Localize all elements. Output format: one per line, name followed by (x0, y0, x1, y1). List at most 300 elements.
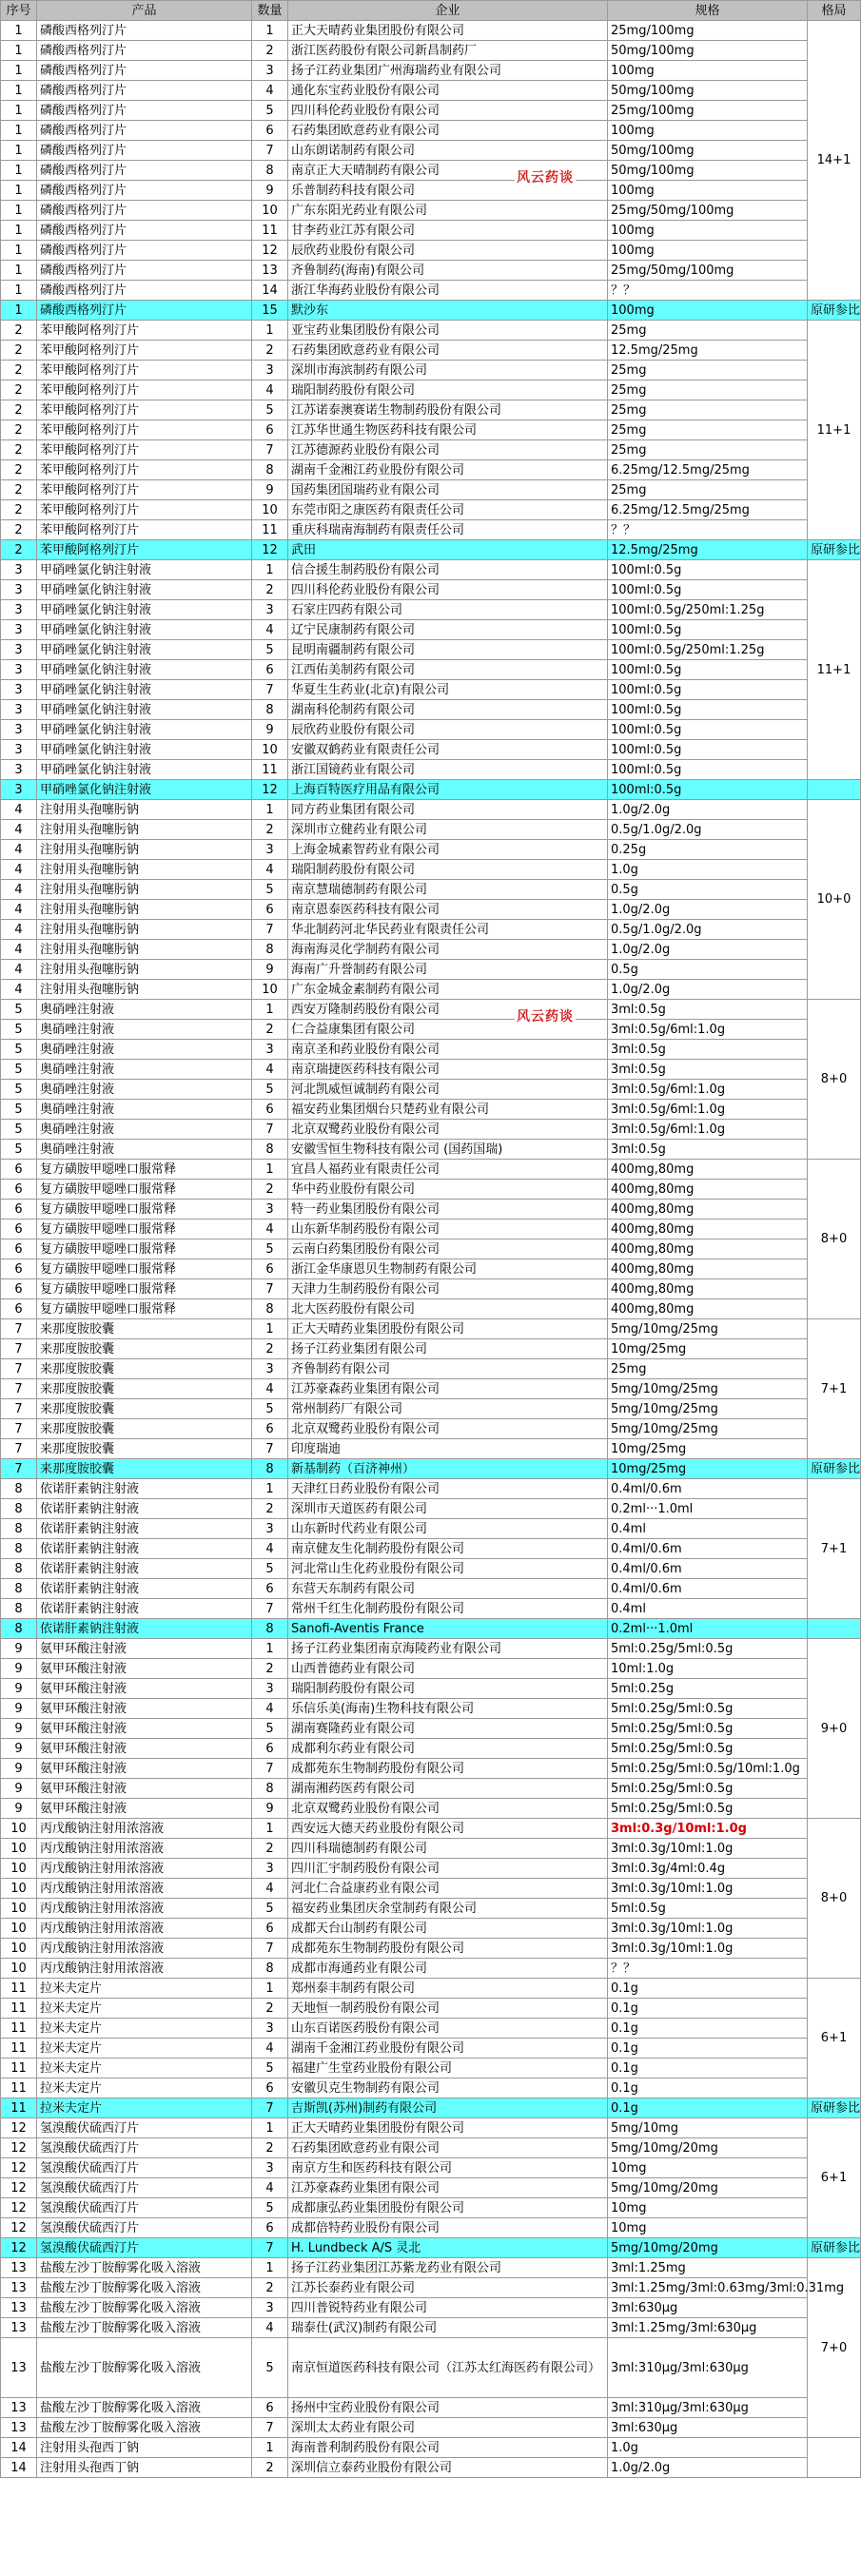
scale-cell: 7+0 (808, 2258, 861, 2438)
qty-cell: 4 (252, 381, 288, 400)
seq-cell: 6 (1, 1200, 37, 1220)
company-cell: 辰欣药业股份有限公司 (288, 720, 608, 740)
product-cell: 磷酸西格列汀片 (37, 281, 252, 301)
scale-cell: 8+0 (808, 1819, 861, 1979)
seq-cell: 5 (1, 1140, 37, 1160)
product-cell: 拉米夫定片 (37, 1979, 252, 1999)
company-cell: 北大医药股份有限公司 (288, 1299, 608, 1319)
company-cell: 北京双鹭药业股份有限公司 (288, 1120, 608, 1140)
table-row (1, 1499, 861, 1519)
qty-cell: 4 (252, 1060, 288, 1080)
product-cell: 磷酸西格列汀片 (37, 21, 252, 41)
product-cell: 氨甲环酸注射液 (37, 1719, 252, 1739)
table-row (1, 740, 861, 760)
spec-cell: 10mg (608, 2198, 808, 2218)
table-row (1, 2438, 861, 2458)
product-cell: 磷酸西格列汀片 (37, 101, 252, 121)
spec-cell: 25mg (608, 480, 808, 500)
table-row (1, 400, 861, 420)
company-cell: 南京正大天晴制药有限公司 (288, 161, 608, 181)
spec-cell: 0.4ml/0.6m (608, 1539, 808, 1559)
company-cell: 江苏长泰药业有限公司 (288, 2278, 608, 2298)
company-cell: 南京恩泰医药科技有限公司 (288, 900, 608, 920)
table-row (1, 1779, 861, 1799)
company-cell: 深圳市海滨制药有限公司 (288, 361, 608, 381)
spec-cell: 50mg/100mg (608, 161, 808, 181)
scale-cell: 11+1 (808, 560, 861, 780)
seq-cell: 2 (1, 341, 37, 361)
spec-cell: 100ml:0.5g (608, 680, 808, 700)
product-cell: 奥硝唑注射液 (37, 1020, 252, 1040)
company-cell: 信合援生制药股份有限公司 (288, 560, 608, 580)
spec-cell: 5ml:0.25g/5ml:0.5g (608, 1779, 808, 1799)
seq-cell: 1 (1, 121, 37, 141)
seq-cell: 6 (1, 1279, 37, 1299)
qty-cell: 6 (252, 1739, 288, 1759)
seq-cell: 1 (1, 241, 37, 261)
qty-cell: 6 (252, 660, 288, 680)
seq-cell: 4 (1, 820, 37, 840)
spec-cell: 100mg (608, 221, 808, 241)
company-cell: 成都利尔药业有限公司 (288, 1739, 608, 1759)
product-cell: 来那度胺胶囊 (37, 1399, 252, 1419)
seq-cell: 2 (1, 460, 37, 480)
qty-cell: 5 (252, 1239, 288, 1259)
table-row (1, 880, 861, 900)
company-cell: 天津力生制药股份有限公司 (288, 1279, 608, 1299)
table-row (1, 1020, 861, 1040)
product-cell: 甲硝唑氯化钠注射液 (37, 680, 252, 700)
company-cell: 正大天晴药业集团股份有限公司 (288, 1319, 608, 1339)
qty-cell: 12 (252, 241, 288, 261)
spec-cell: 1.0g (608, 860, 808, 880)
product-cell: 氢溴酸伏硫西汀片 (37, 2138, 252, 2158)
table-row (1, 2019, 861, 2039)
table-row (1, 101, 861, 121)
product-cell: 氨甲环酸注射液 (37, 1679, 252, 1699)
table-row (1, 2338, 861, 2398)
company-cell: 深圳太太药业有限公司 (288, 2418, 608, 2438)
table-row (1, 1739, 861, 1759)
company-cell: 瑞阳制药股份有限公司 (288, 1679, 608, 1699)
spec-cell: 100ml:0.5g (608, 760, 808, 780)
qty-cell: 1 (252, 1479, 288, 1499)
company-cell: 扬子江药业集团南京海陵药业有限公司 (288, 1639, 608, 1659)
product-cell: 丙戊酸钠注射用浓溶液 (37, 1939, 252, 1959)
spec-cell: 100mg (608, 121, 808, 141)
qty-cell: 7 (252, 2238, 288, 2258)
seq-cell: 13 (1, 2338, 37, 2398)
product-cell: 丙戊酸钠注射用浓溶液 (37, 1839, 252, 1859)
spec-cell: 25mg/100mg (608, 101, 808, 121)
qty-cell: 11 (252, 221, 288, 241)
product-cell: 拉米夫定片 (37, 2019, 252, 2039)
table-row (1, 1639, 861, 1659)
product-cell: 注射用头孢西丁钠 (37, 2458, 252, 2478)
spec-cell: 400mg,80mg (608, 1180, 808, 1200)
product-cell: 苯甲酸阿格列汀片 (37, 540, 252, 560)
company-cell: 湖南千金湘江药业股份有限公司 (288, 460, 608, 480)
qty-cell: 1 (252, 2118, 288, 2138)
company-cell: 南京健友生化制药股份有限公司 (288, 1539, 608, 1559)
table-row (1, 21, 861, 41)
seq-cell: 1 (1, 221, 37, 241)
qty-cell: 5 (252, 400, 288, 420)
qty-cell: 1 (252, 21, 288, 41)
product-cell: 复方磺胺甲噁唑口服常释 (37, 1239, 252, 1259)
spec-cell: 3ml:1.25mg/3ml:0.63mg/3ml:0.31mg (608, 2278, 808, 2298)
company-cell: 北京双鹭药业股份有限公司 (288, 1799, 608, 1819)
table-row (1, 1060, 861, 1080)
spec-cell: 5ml:0.25g/5ml:0.5g (608, 1799, 808, 1819)
seq-cell: 4 (1, 940, 37, 960)
qty-cell: 2 (252, 580, 288, 600)
seq-cell: 3 (1, 780, 37, 800)
header-spec: 规格 (608, 1, 808, 21)
scale-cell (808, 2438, 861, 2478)
spec-cell: 100ml:0.5g (608, 720, 808, 740)
reference-row (1, 2238, 861, 2258)
company-cell: 正大天晴药业集团股份有限公司 (288, 2118, 608, 2138)
spec-cell: 25mg/50mg/100mg (608, 261, 808, 281)
spec-cell: 3ml:0.5g/6ml:1.0g (608, 1120, 808, 1140)
table-row (1, 1319, 861, 1339)
seq-cell: 8 (1, 1559, 37, 1579)
table-row (1, 2158, 861, 2178)
qty-cell: 4 (252, 81, 288, 101)
table-row (1, 281, 861, 301)
seq-cell: 7 (1, 1379, 37, 1399)
qty-cell: 4 (252, 2039, 288, 2059)
spec-cell: 100mg (608, 61, 808, 81)
product-cell: 磷酸西格列汀片 (37, 81, 252, 101)
product-cell: 依诺肝素钠注射液 (37, 1499, 252, 1519)
company-cell: 郑州泰丰制药有限公司 (288, 1979, 608, 1999)
qty-cell: 3 (252, 2298, 288, 2318)
seq-cell: 10 (1, 1859, 37, 1879)
spec-cell: 5mg/10mg/25mg (608, 1379, 808, 1399)
product-cell: 拉米夫定片 (37, 2078, 252, 2098)
seq-cell: 10 (1, 1939, 37, 1959)
spec-cell: 5ml:0.25g/5ml:0.5g (608, 1739, 808, 1759)
qty-cell: 8 (252, 1619, 288, 1639)
company-cell: 东营天东制药有限公司 (288, 1579, 608, 1599)
spec-cell: 5ml:0.25g/5ml:0.5g (608, 1719, 808, 1739)
company-cell: 北京双鹭药业股份有限公司 (288, 1419, 608, 1439)
seq-cell: 13 (1, 2278, 37, 2298)
table-row (1, 1239, 861, 1259)
qty-cell: 6 (252, 121, 288, 141)
scale-cell: 8+0 (808, 1160, 861, 1319)
product-cell: 甲硝唑氯化钠注射液 (37, 760, 252, 780)
qty-cell: 1 (252, 1000, 288, 1020)
company-cell: 东莞市阳之康医药有限责任公司 (288, 500, 608, 520)
spec-cell: ？？ (608, 1959, 808, 1979)
company-cell: 齐鲁制药有限公司 (288, 1359, 608, 1379)
table-row (1, 1479, 861, 1499)
product-cell: 甲硝唑氯化钠注射液 (37, 740, 252, 760)
seq-cell: 4 (1, 960, 37, 980)
seq-cell: 8 (1, 1619, 37, 1639)
spec-cell: 0.4ml (608, 1519, 808, 1539)
product-cell: 注射用头孢噻肟钠 (37, 940, 252, 960)
product-cell: 丙戊酸钠注射用浓溶液 (37, 1859, 252, 1879)
company-cell: 江苏豪森药业集团有限公司 (288, 1379, 608, 1399)
spec-cell: 1.0g/2.0g (608, 2458, 808, 2478)
qty-cell: 1 (252, 2258, 288, 2278)
table-row (1, 460, 861, 480)
qty-cell: 4 (252, 620, 288, 640)
table-row (1, 1419, 861, 1439)
spec-cell: 0.4ml (608, 1599, 808, 1619)
table-row (1, 800, 861, 820)
seq-cell: 2 (1, 480, 37, 500)
table-row (1, 760, 861, 780)
seq-cell: 14 (1, 2438, 37, 2458)
seq-cell: 10 (1, 1919, 37, 1939)
qty-cell: 6 (252, 2218, 288, 2238)
spec-cell: 1.0g/2.0g (608, 980, 808, 1000)
product-cell: 苯甲酸阿格列汀片 (37, 520, 252, 540)
seq-cell: 4 (1, 880, 37, 900)
spec-cell: 3ml:0.3g/10ml:1.0g (608, 1879, 808, 1899)
company-cell: 扬子江药业集团广州海瑞药业有限公司 (288, 61, 608, 81)
product-cell: 氢溴酸伏硫西汀片 (37, 2158, 252, 2178)
note-cell: 原研参比 (808, 2238, 861, 2258)
qty-cell: 8 (252, 940, 288, 960)
table-row (1, 2198, 861, 2218)
spec-cell: 3ml:0.5g (608, 1140, 808, 1160)
company-cell: 山西普德药业有限公司 (288, 1659, 608, 1679)
product-cell: 盐酸左沙丁胺醇雾化吸入溶液 (37, 2298, 252, 2318)
company-cell: 华夏生生药业(北京)有限公司 (288, 680, 608, 700)
seq-cell: 2 (1, 321, 37, 341)
table-row (1, 1879, 861, 1899)
qty-cell: 4 (252, 2178, 288, 2198)
product-cell: 盐酸左沙丁胺醇雾化吸入溶液 (37, 2258, 252, 2278)
product-cell: 甲硝唑氯化钠注射液 (37, 780, 252, 800)
company-cell: 成都天台山制药有限公司 (288, 1919, 608, 1939)
seq-cell: 1 (1, 301, 37, 321)
table-body (1, 21, 861, 2478)
spec-cell: 100ml:0.5g (608, 700, 808, 720)
company-cell: 吉斯凯(苏州)制药有限公司 (288, 2098, 608, 2118)
table-row (1, 2078, 861, 2098)
table-row (1, 700, 861, 720)
qty-cell: 1 (252, 1160, 288, 1180)
product-cell: 奥硝唑注射液 (37, 1080, 252, 1100)
company-cell: 上海金城素智药业有限公司 (288, 840, 608, 860)
seq-cell: 4 (1, 860, 37, 880)
qty-cell: 1 (252, 560, 288, 580)
table-row (1, 420, 861, 440)
company-cell: 国药集团国瑞药业有限公司 (288, 480, 608, 500)
qty-cell: 6 (252, 1919, 288, 1939)
qty-cell: 2 (252, 1020, 288, 1040)
qty-cell: 3 (252, 1679, 288, 1699)
company-cell: 印度瑞迪 (288, 1439, 608, 1459)
qty-cell: 8 (252, 1140, 288, 1160)
qty-cell: 7 (252, 1279, 288, 1299)
table-row (1, 860, 861, 880)
reference-row (1, 1459, 861, 1479)
qty-cell: 5 (252, 1080, 288, 1100)
spec-cell: 10mg/25mg (608, 1459, 808, 1479)
spec-cell: 3ml:0.3g/10ml:1.0g (608, 1939, 808, 1959)
spec-cell: 10mg/25mg (608, 1339, 808, 1359)
product-cell: 氢溴酸伏硫西汀片 (37, 2118, 252, 2138)
seq-cell: 9 (1, 1699, 37, 1719)
table-row (1, 1140, 861, 1160)
seq-cell: 8 (1, 1599, 37, 1619)
product-cell: 丙戊酸钠注射用浓溶液 (37, 1879, 252, 1899)
seq-cell: 8 (1, 1479, 37, 1499)
qty-cell: 4 (252, 1879, 288, 1899)
product-cell: 氢溴酸伏硫西汀片 (37, 2178, 252, 2198)
header-company: 企业 (288, 1, 608, 21)
company-cell: 河北常山生化药业股份有限公司 (288, 1559, 608, 1579)
company-cell: 瑞阳制药股份有限公司 (288, 860, 608, 880)
qty-cell: 2 (252, 1499, 288, 1519)
product-cell: 苯甲酸阿格列汀片 (37, 460, 252, 480)
product-cell: 氨甲环酸注射液 (37, 1779, 252, 1799)
header-product: 产品 (37, 1, 252, 21)
qty-cell: 13 (252, 261, 288, 281)
product-cell: 盐酸左沙丁胺醇雾化吸入溶液 (37, 2338, 252, 2398)
company-cell: 石药集团欧意药业有限公司 (288, 2138, 608, 2158)
seq-cell: 4 (1, 840, 37, 860)
seq-cell: 11 (1, 2019, 37, 2039)
company-cell: 石药集团欧意药业有限公司 (288, 121, 608, 141)
product-cell: 来那度胺胶囊 (37, 1339, 252, 1359)
table-row (1, 1180, 861, 1200)
company-cell: 西安远大德天药业股份有限公司 (288, 1819, 608, 1839)
seq-cell: 1 (1, 261, 37, 281)
spec-cell: 400mg,80mg (608, 1220, 808, 1239)
spec-cell: 400mg,80mg (608, 1239, 808, 1259)
table-row (1, 201, 861, 221)
qty-cell: 5 (252, 2198, 288, 2218)
spec-cell: 1.0g/2.0g (608, 940, 808, 960)
spec-cell: 25mg/100mg (608, 21, 808, 41)
spec-cell: 1.0g/2.0g (608, 800, 808, 820)
spec-cell: 3ml:310μg/3ml:630μg (608, 2338, 808, 2398)
watermark-text: 风云药谈 (515, 1006, 576, 1025)
product-cell: 注射用头孢西丁钠 (37, 2438, 252, 2458)
qty-cell: 10 (252, 201, 288, 221)
spec-cell: 5mg/10mg/20mg (608, 2138, 808, 2158)
spec-cell: 3ml:1.25mg/3ml:630μg (608, 2318, 808, 2338)
table-row (1, 2278, 861, 2298)
company-cell: 重庆科瑞南海制药有限责任公司 (288, 520, 608, 540)
spec-cell: 0.1g (608, 2039, 808, 2059)
company-cell: 浙江医药股份有限公司新昌制药厂 (288, 41, 608, 61)
spec-cell: 12.5mg/25mg (608, 341, 808, 361)
seq-cell: 2 (1, 520, 37, 540)
spec-cell: 0.5g (608, 960, 808, 980)
table-row (1, 1279, 861, 1299)
qty-cell: 3 (252, 2158, 288, 2178)
company-cell: 同方药业集团有限公司 (288, 800, 608, 820)
product-cell: 依诺肝素钠注射液 (37, 1579, 252, 1599)
seq-cell: 6 (1, 1259, 37, 1279)
qty-cell: 1 (252, 1319, 288, 1339)
company-cell: 默沙东 (288, 301, 608, 321)
company-cell: 海南广升誉制药有限公司 (288, 960, 608, 980)
seq-cell: 9 (1, 1799, 37, 1819)
table-row (1, 1999, 861, 2019)
qty-cell: 7 (252, 1939, 288, 1959)
qty-cell: 7 (252, 2098, 288, 2118)
table-row (1, 2418, 861, 2438)
product-cell: 磷酸西格列汀片 (37, 41, 252, 61)
company-cell: 乐信乐美(海南)生物科技有限公司 (288, 1699, 608, 1719)
company-cell: 石家庄四药有限公司 (288, 600, 608, 620)
company-cell: 宜昌人福药业有限责任公司 (288, 1160, 608, 1180)
product-cell: 拉米夫定片 (37, 2098, 252, 2118)
company-cell: 成都苑东生物制药股份有限公司 (288, 1759, 608, 1779)
table-row (1, 2398, 861, 2418)
seq-cell: 12 (1, 2218, 37, 2238)
qty-cell: 3 (252, 840, 288, 860)
spec-cell (608, 1819, 808, 1839)
seq-cell: 2 (1, 381, 37, 400)
seq-cell: 5 (1, 1020, 37, 1040)
spec-cell: 400mg,80mg (608, 1200, 808, 1220)
table-row (1, 2059, 861, 2078)
qty-cell: 12 (252, 780, 288, 800)
seq-cell: 1 (1, 141, 37, 161)
table-row (1, 920, 861, 940)
qty-cell: 7 (252, 680, 288, 700)
company-cell: 江苏诺泰澳赛诺生物制药股份有限公司 (288, 400, 608, 420)
product-cell: 氨甲环酸注射液 (37, 1739, 252, 1759)
company-cell: 成都苑东生物制药股份有限公司 (288, 1939, 608, 1959)
spec-cell: 5ml:0.25g (608, 1679, 808, 1699)
spec-cell: 5ml:0.25g/5ml:0.5g/10ml:1.0g (608, 1759, 808, 1779)
seq-cell: 7 (1, 1459, 37, 1479)
qty-cell: 2 (252, 2138, 288, 2158)
seq-cell: 3 (1, 660, 37, 680)
table-row (1, 2138, 861, 2158)
qty-cell: 11 (252, 760, 288, 780)
spec-cell: 3ml:630μg (608, 2418, 808, 2438)
qty-cell: 9 (252, 181, 288, 201)
table-row (1, 500, 861, 520)
table-row (1, 1859, 861, 1879)
spec-cell: 25mg (608, 361, 808, 381)
company-cell: 瑞阳制药股份有限公司 (288, 381, 608, 400)
company-cell: 天津红日药业股份有限公司 (288, 1479, 608, 1499)
qty-cell: 2 (252, 1999, 288, 2019)
spec-cell: 5ml:0.25g/5ml:0.5g (608, 1699, 808, 1719)
qty-cell: 6 (252, 2398, 288, 2418)
company-cell: 浙江华海药业股份有限公司 (288, 281, 608, 301)
table-row (1, 980, 861, 1000)
seq-cell: 6 (1, 1299, 37, 1319)
company-cell: 湖南科伦制药有限公司 (288, 700, 608, 720)
company-cell: 湖南赛隆药业有限公司 (288, 1719, 608, 1739)
company-cell: 河北凯威恒诚制药有限公司 (288, 1080, 608, 1100)
qty-cell: 3 (252, 600, 288, 620)
table-row (1, 1120, 861, 1140)
qty-cell: 5 (252, 1559, 288, 1579)
seq-cell: 13 (1, 2298, 37, 2318)
qty-cell: 2 (252, 820, 288, 840)
qty-cell: 4 (252, 1699, 288, 1719)
product-cell: 奥硝唑注射液 (37, 1140, 252, 1160)
spec-cell: 100ml:0.5g (608, 620, 808, 640)
